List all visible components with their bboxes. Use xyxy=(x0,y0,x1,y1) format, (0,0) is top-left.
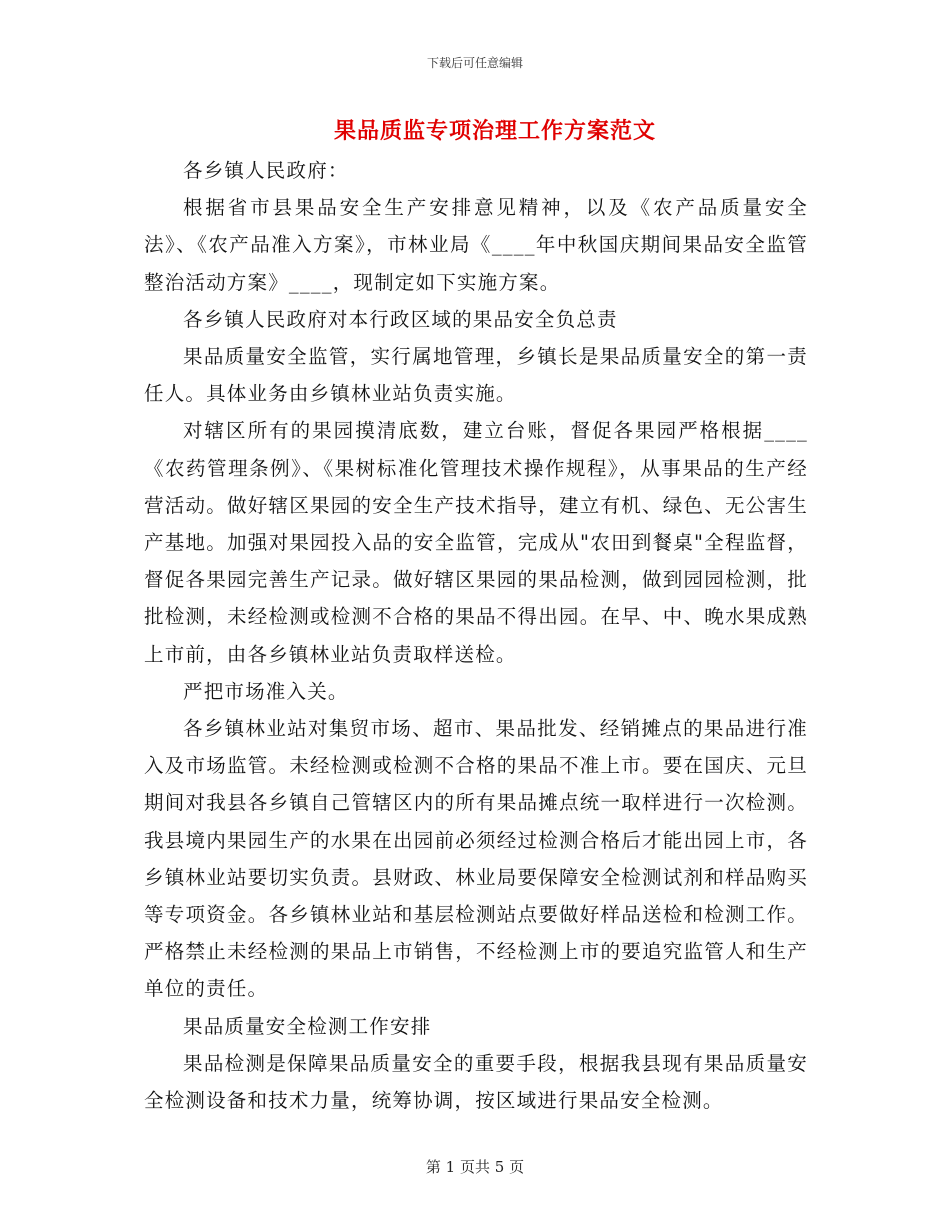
paragraph: 各乡镇林业站对集贸市场、超市、果品批发、经销摊点的果品进行准入及市场监管。未经检测或检测不合格的果品不准上市。要在国庆、元旦期间对我县各乡镇自己管辖区内的所有果品摊点统一取样进行一次检测。我县境内果园生产的水果在出园前必须经过检测合格后才能出园上市，各乡镇林业站要切实负责。县财政、林业局要保障安全检测试剂和样品购买等专项资金。各乡镇林业站和基层检测站点要做好样品送检和检测工作。严格禁止未经检测的果品上市销售，不经检测上市的要追究监管人和生产单位的责任。 xyxy=(144,717,808,1001)
paragraph: 果品质量安全监管，实行属地管理，乡镇长是果品质量安全的第一责任人。具体业务由乡镇林业站负责实施。 xyxy=(144,345,808,406)
document-title: 果品质监专项治理工作方案范文 xyxy=(333,118,656,144)
paragraph-heading: 严把市场准入关。 xyxy=(183,679,349,703)
paragraph: 根据省市县果品安全生产安排意见精神，以及《农产品质量安全法》、《农产品准入方案》，市林业局《____年中秋国庆期间果品安全监管整治活动方案》____，现制定如下实施方案。 xyxy=(144,196,808,294)
document-body xyxy=(144,152,808,1119)
paragraph: 果品检测是保障果品质量安全的重要手段，根据我县现有果品质量安全检测设备和技术力量，统筹协调，按区域进行果品安全检测。 xyxy=(144,1051,808,1113)
paragraph-heading: 各乡镇人民政府对本行政区域的果品安全负总责 xyxy=(183,307,618,331)
paragraph-salutation: 各乡镇人民政府： xyxy=(183,159,349,182)
page-number: 第 1 页共 5 页 xyxy=(425,1158,525,1176)
paragraph: 对辖区所有的果园摸清底数，建立台账，督促各果园严格根据____《农药管理条例》、《果树标准化管理技术操作规程》，从事果品的生产经营活动。做好辖区果园的安全生产技术指导，建立有机、绿色、无公害生产基地。加强对果园投入品的安全监管，完成从"农田到餐桌"全程监督，督促各果园完善生产记录。做好辖区果园的果品检测，做到园园检测，批批检测，未经检测或检测不合格的果品不得出园。在早、中、晚水果成熟上市前，由各乡镇林业站负责取样送检。 xyxy=(144,419,808,666)
page-header-note: 下载后可任意编辑 xyxy=(426,56,523,70)
paragraph-heading: 果品质量安全检测工作安排 xyxy=(183,1014,432,1038)
